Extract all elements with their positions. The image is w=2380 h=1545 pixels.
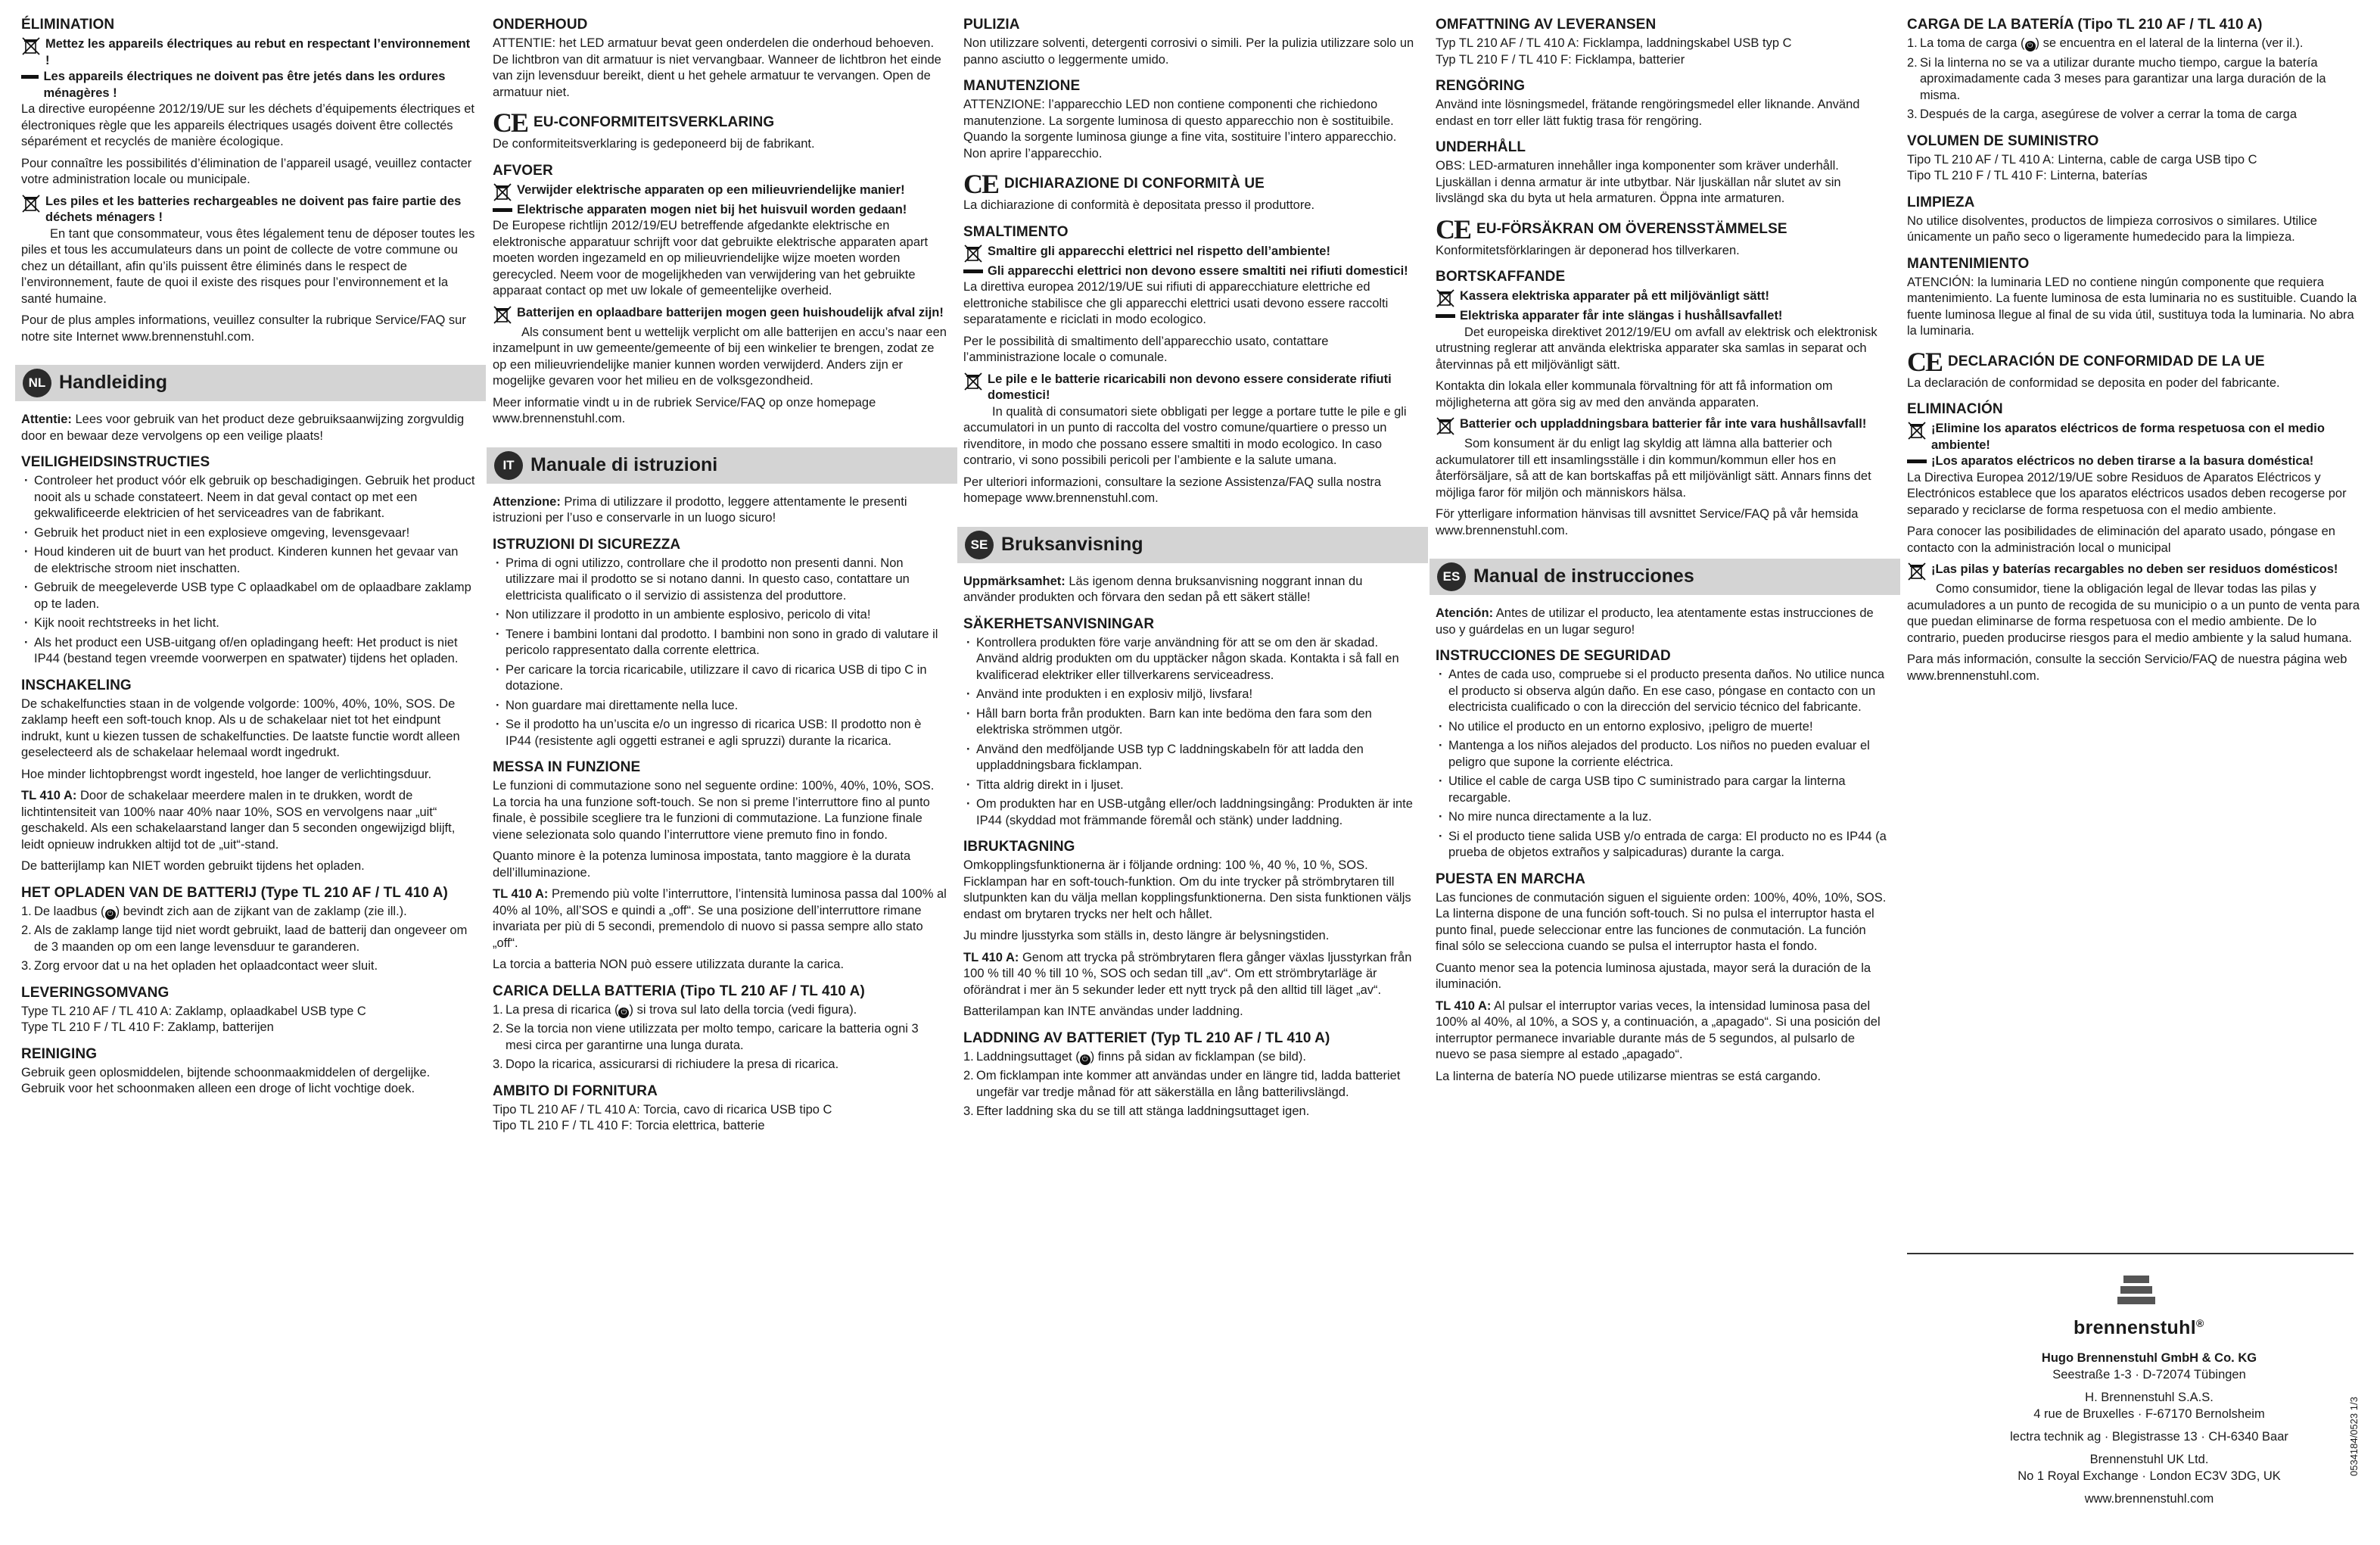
it-charging-list xyxy=(493,1002,947,1073)
es-safety-heading: INSTRUCCIONES DE SEGURIDAD xyxy=(1436,648,1671,664)
crossed-bin-icon xyxy=(493,182,512,202)
nl-switch-on-text-2: Hoe minder lichtopbrengst wordt ingesteld, hoe langer de verlichtingsduur. xyxy=(21,767,432,781)
it-more-info: Per ulteriori informazioni, consultare la sezione Assistenza/FAQ sulla nostra homepage www.brennenstuhl.com. xyxy=(963,475,1382,505)
it-switch-on-heading: MESSA IN FUNZIONE xyxy=(493,759,641,775)
list-item: · Titta aldrig direkt in i ljuset. xyxy=(963,777,1417,794)
it-ce-row xyxy=(963,169,1417,199)
nl-cleaning-text: Gebruik geen oplosmiddelen, bijtende schoonmaakmiddelen of dergelijke. Gebruik voor het schoonmaken alleen een droge of licht vochtige doek. xyxy=(21,1065,431,1095)
list-item: · Als het product een USB-uitgang of/en opladingang heeft: Het product is niet IP44 (bestand tegen vreemde voorwerpen en spatwater) tijdens het opladen. xyxy=(21,635,475,668)
es-more-info: Para más información, consulte la sección Servicio/FAQ de nuestra página web www.brennenstuhl.com. xyxy=(1907,653,2347,683)
se-ce-heading: EU-FÖRSÄKRAN OM ÖVERENSSTÄMMELSE xyxy=(1476,220,1787,237)
es-scope-heading: VOLUMEN DE SUMINISTRO xyxy=(1907,132,2099,149)
list-item: · Använd den medföljande USB typ C laddningskabeln för att ladda den uppladdningsbara ficklampan. xyxy=(963,742,1417,774)
it-disposal-heading: SMALTIMENTO xyxy=(963,223,1069,240)
nl-section-header xyxy=(15,365,486,401)
it-scope-text: Tipo TL 210 AF / TL 410 A: Torcia, cavo di ricarica USB tipo C Tipo TL 210 F / TL 410 F: Torcia elettrica, batterie xyxy=(493,1102,832,1132)
power-icon: ⏻ xyxy=(618,1008,629,1018)
list-item: 2. Om ficklampan inte kommer att användas under en längre tid, ladda batteriet ungefär var tredje månad för att säkerställa en lång batterilivslängd. xyxy=(963,1069,1401,1099)
fr-battery-text: En tant que consommateur, vous êtes légalement tenu de déposer toutes les piles et tous les accumulateurs dans un point de collecte de votre commune ou chez un détaillant, afin qu’ils puissent être éliminés dans le respect de l’environnement, faute de quoi il existe des risques pour l’environnement et la santé humaine. xyxy=(21,226,475,306)
nl-safety-heading: VEILIGHEIDSINSTRUCTIES xyxy=(21,454,210,470)
se-switch-on-heading: IBRUKTAGNING xyxy=(963,839,1075,855)
it-charging-heading: CARICA DELLA BATTERIA (Tipo TL 210 AF / TL 410 A) xyxy=(493,983,865,999)
es-switch-on-text-4: La linterna de batería NO puede utilizarse mientras se está cargando. xyxy=(1436,1069,1822,1083)
es-scope-text: Tipo TL 210 AF / TL 410 A: Linterna, cable de carga USB tipo C Tipo TL 210 F / TL 410 F: Linterna, baterías xyxy=(1907,152,2257,182)
ce-mark-icon: CE xyxy=(963,169,999,199)
bar-icon xyxy=(1436,314,1455,318)
fr-disposal-heading: ÉLIMINATION xyxy=(21,17,115,33)
crossed-bin-icon xyxy=(21,194,41,213)
nl-weee-warning-1: Verwijder elektrische apparaten op een milieuvriendelijke manier! xyxy=(517,182,905,197)
nl-charging-list xyxy=(21,904,475,975)
se-scope-heading: OMFATTNING AV LEVERANSEN xyxy=(1436,17,1657,33)
bar-icon xyxy=(493,208,512,212)
es-charging-heading: CARGA DE LA BATERÍA (Tipo TL 210 AF / TL 410 A) xyxy=(1907,17,2263,33)
fr-weee-warning-1: Mettez les appareils électriques au rebut en respectant l’environnement ! xyxy=(45,37,471,67)
nl-attention: Attentie: Lees voor gebruik van het product deze gebruiksaanwijzing zorgvuldig door en bewaar deze vervolgens op een veilige plaats! xyxy=(21,413,465,443)
list-item: · Tenere i bambini lontani dal prodotto. I bambini non sono in grado di valutare il pericolo rappresentato dalla corrente elettrica. xyxy=(493,627,947,659)
se-ce-text: Konformitetsförklaringen är deponerad hos tillverkaren. xyxy=(1436,243,1740,257)
crossed-bin-icon xyxy=(963,244,983,263)
list-item: 2. Se la torcia non viene utilizzata per molto tempo, caricare la batteria ogni 3 mesi circa per garantirne una lunga durata. xyxy=(493,1022,919,1052)
fr-weee-warning-2: Les appareils électriques ne doivent pas être jetés dans les ordures ménagères ! xyxy=(43,70,446,100)
fr-battery-warning xyxy=(21,194,475,226)
fr-battery-warning-text: Les piles et les batteries rechargeables ne doivent pas faire partie des déchets ménagers ! xyxy=(45,194,462,224)
it-weee-warning-2-row xyxy=(963,263,1417,280)
es-disposal-text-2: Para conocer las posibilidades de eliminación del aparato usado, póngase en contacto con la administración local o municipal xyxy=(1907,525,2335,555)
nl-weee-warning-2-row xyxy=(493,202,947,219)
address-uk: Brennenstuhl UK Ltd. No 1 Royal Exchange · London EC3V 3DG, UK xyxy=(2018,1453,2281,1483)
es-switch-on-text-1: Las funciones de conmutación siguen el siguiente orden: 100%, 40%, 10%, SOS. La linterna dispone de una función soft-touch. Si no pulsa el interruptor hasta el punto final, puede seleccionar entre las funciones de conmutación. La función final sólo se selecciona cuando se pulsa el interruptor hasta el fondo. xyxy=(1436,890,1887,953)
list-item: · No mire nunca directamente a la luz. xyxy=(1436,809,1890,826)
se-disposal-heading: BORTSKAFFANDE xyxy=(1436,269,1566,285)
nl-maintenance-text: ATTENTIE: het LED armatuur bevat geen onderdelen die onderhoud behoeven. De lichtbron van dit armatuur is niet vervangbaar. Wanneer de lichtbron het einde van zijn levensduur bereikt, dient u het gehele armatuur te vervangen. Open de armatuur niet. xyxy=(493,36,941,99)
nl-language-badge: NL xyxy=(23,369,51,397)
se-weee-warning-1: Kassera elektriska apparater på ett miljövänligt sätt! xyxy=(1460,289,1770,303)
company-footer xyxy=(1907,1253,2361,1513)
it-disposal-text-2: Per le possibilità di smaltimento dell’apparecchio usato, contattare l’amministrazione locale o comunale. xyxy=(963,334,1329,364)
list-item: · Non guardare mai direttamente nella luce. xyxy=(493,698,947,715)
address-france: H. Brennenstuhl S.A.S. 4 rue de Bruxelles · F-67170 Bernolsheim xyxy=(2033,1391,2265,1421)
list-item: 3. Después de la carga, asegúrese de volver a cerrar la toma de carga xyxy=(1907,107,2298,121)
it-section-header xyxy=(487,447,957,484)
nl-charging-heading: HET OPLADEN VAN DE BATTERIJ (Type TL 210 AF / TL 410 A) xyxy=(21,884,448,901)
it-attention: Attenzione: Prima di utilizzare il prodotto, leggere attentamente le presenti istruzioni per l’uso e conservarle in un luogo sicuro! xyxy=(493,494,907,525)
it-section-title: Manuale di istruzioni xyxy=(530,453,718,475)
nl-battery-warning xyxy=(493,305,947,325)
list-item: · Gebruik de meegeleverde USB type C oplaadkabel om de oplaadbare zaklamp op te laden. xyxy=(21,580,475,612)
list-item: 3. Zorg ervoor dat u na het opladen het oplaadcontact weer sluit. xyxy=(21,959,378,973)
se-weee-warning-2: Elektriska apparater får inte slängas i hushållsavfallet! xyxy=(1460,309,1783,322)
es-weee-warning-2: ¡Los aparatos eléctricos no deben tirarse a la basura doméstica! xyxy=(1931,454,2314,468)
nl-scope-heading: LEVERINGSOMVANG xyxy=(21,984,170,1001)
nl-battery-warning-text: Batterijen en oplaadbare batterijen mogen geen huishoudelijk afval zijn! xyxy=(517,305,944,319)
it-weee-warning xyxy=(963,244,1417,263)
nl-disposal-text-1: De Europese richtlijn 2012/19/EU betreffende afgedankte elektrische en elektronische apparatuur schrijft voor dat gebruikte elektrische apparaten apart moeten worden ingezameld en op milieuvriendelijke wijze moeten worden gerecycled. Neem voor de mogelijkheden van verwijdering van het gebruikte apparaat contact op met uw lokale of gemeentelijke overheid. xyxy=(493,219,929,297)
list-item: · No utilice el producto en un entorno explosivo, ¡peligro de muerte! xyxy=(1436,719,1890,736)
se-switch-on-text-2: Ju mindre ljusstyrka som ställs in, desto längre är belysningstiden. xyxy=(963,929,1330,942)
list-item: · Se il prodotto ha un’uscita e/o un ingresso di ricarica USB: Il prodotto non è IP44 (resistente agli oggetti estranei e agli spruzzi) durante la ricarica. xyxy=(493,717,947,749)
se-cleaning-heading: RENGÖRING xyxy=(1436,78,1526,94)
es-disposal-heading: ELIMINACIÓN xyxy=(1907,401,2003,417)
bar-icon xyxy=(963,269,983,273)
es-cleaning-heading: LIMPIEZA xyxy=(1907,194,1975,210)
nl-ce-heading: EU-CONFORMITEITSVERKLARING xyxy=(534,114,775,130)
it-battery-text: In qualità di consumatori siete obbligati per legge a portare tutte le pile e gli accumulatori in un punto di raccolta del vostro comune/quartiere o presso un rivenditore, in modo che possano essere smaltiti in modo ecologico. In caso contrario, vi sono possibili pericoli per l’ambiente e la salute umana. xyxy=(963,404,1407,467)
es-weee-warning-1: ¡Elimine los aparatos eléctricos de forma respetuosa con el medio ambiente! xyxy=(1931,422,2325,452)
company-name: Hugo Brennenstuhl GmbH & Co. KG Seestraße 1-3 · D-72074 Tübingen xyxy=(2041,1351,2257,1381)
es-safety-list xyxy=(1436,667,1890,861)
list-item: 1. De laadbus ( ⏻ ) bevindt zich aan de zijkant van de zaklamp (zie ill.). xyxy=(21,904,407,918)
it-maintenance-text: ATTENZIONE: l’apparecchio LED non contiene componenti che richiedono manutenzione. La sorgente luminosa di questo apparecchio non è sostituibile. Quando la sorgente luminosa giunge a fine vita, sostituire l’intero apparecchio. Non aprire l’apparecchio. xyxy=(963,98,1397,160)
fr-disposal-text-2: Pour connaître les possibilités d’élimination de l’appareil usagé, veuillez contacter votre administration locale ou municipale. xyxy=(21,156,472,186)
list-item: · Non utilizzare il prodotto in un ambiente esplosivo, pericolo di vita! xyxy=(493,607,947,624)
it-scope-heading: AMBITO DI FORNITURA xyxy=(493,1082,658,1099)
list-item: · Si el producto tiene salida USB y/o entrada de carga: El producto no es IP44 (a prueba de objetos extraños y salpicaduras) durante la carga. xyxy=(1436,829,1890,861)
ce-mark-icon: CE xyxy=(1436,213,1471,245)
es-section-header xyxy=(1430,559,1900,595)
brennenstuhl-logo xyxy=(2074,1274,2204,1339)
list-item: 3. Efter laddning ska du se till att stänga laddningsuttaget igen. xyxy=(963,1104,1310,1118)
address-switzerland: lectra technik ag · Blegistrasse 13 · CH-6340 Baar xyxy=(2010,1430,2288,1444)
crossed-bin-icon xyxy=(21,36,41,56)
crossed-bin-icon xyxy=(1436,288,1455,308)
nl-ce-row xyxy=(493,107,947,138)
se-battery-text: Som konsument är du enligt lag skyldig att lämna alla batterier och ackumulatorer till ett insamlingsställe i din kommun/kommun eller hos en återförsäljare, så att de kan bortskaffas på ett miljövänligt sätt. Annars finns det möjliga faror för miljön och människors hälsa. xyxy=(1436,437,1871,500)
se-section-title: Bruksanvisning xyxy=(1001,533,1143,555)
se-safety-list xyxy=(963,635,1417,830)
column-3 xyxy=(963,17,1417,1126)
se-maintenance-heading: UNDERHÅLL xyxy=(1436,139,1526,155)
nl-section-title: Handleiding xyxy=(59,372,168,394)
crossed-bin-icon xyxy=(1907,562,1927,581)
bar-icon xyxy=(1907,459,1927,463)
crossed-bin-icon xyxy=(493,305,512,325)
crossed-bin-icon xyxy=(1907,421,1927,441)
se-switch-on-text-3: TL 410 A: Genom att trycka på strömbrytaren flera gånger växlas ljusstyrkan från 100 % till 40 % till 10 %, SOS och sedan till „av“. Om ett strömbrytarläge är oförändrat i mer än 5 sekunder leder ett nytt tryck på den alltid till läget „av“. xyxy=(963,950,1412,997)
nl-safety-list xyxy=(21,473,475,668)
se-section-header xyxy=(957,527,1428,563)
list-item: · Använd inte produkten i en explosiv miljö, livsfara! xyxy=(963,687,1417,703)
list-item: · Mantenga a los niños alejados del producto. Los niños no pueden evaluar el peligro que supone la corriente eléctrica. xyxy=(1436,738,1890,771)
it-switch-on-text-3: TL 410 A: Premendo più volte l’interruttore, l’intensità luminosa passa dal 100% al 40% al 10%, all’SOS e quindi a „off“. Se una posizione dell’interruttore rimane invariata per più di 5 secondi, premendolo di nuovo si passa sempre allo stato „off“. xyxy=(493,887,947,950)
es-weee-warning xyxy=(1907,421,2361,453)
se-scope-text: Typ TL 210 AF / TL 410 A: Ficklampa, laddningskabel USB typ C Typ TL 210 F / TL 410 F: Ficklampa, batterier xyxy=(1436,36,1792,67)
it-battery-warning xyxy=(963,372,1417,404)
nl-switch-on-text-4: De batterijlamp kan NIET worden gebruikt tijdens het opladen. xyxy=(21,859,365,873)
se-battery-warning-text: Batterier och uppladdningsbara batterier får inte vara hushållsavfall! xyxy=(1460,417,1867,431)
power-icon: ⏻ xyxy=(105,909,116,920)
es-attention: Atención: Antes de utilizar el producto, lea atentamente estas instrucciones de uso y guárdelas en un lugar seguro! xyxy=(1436,606,1874,637)
se-ce-row xyxy=(1436,213,1890,245)
column-1 xyxy=(21,17,475,1103)
ce-mark-icon: CE xyxy=(1907,346,1943,377)
nl-maintenance-heading: ONDERHOUD xyxy=(493,17,588,33)
it-switch-on-text-1: Le funzioni di commutazione sono nel seguente ordine: 100%, 40%, 10%, SOS. La torcia ha una funzione soft-touch. Se non si preme l’interruttore fino al punto finale, è possibile scegliere tra le funzioni di commutazione. La funzione finale viene selezionata solo quando l’interruttore viene premuto fino in fondo. xyxy=(493,779,935,842)
se-charging-list xyxy=(963,1049,1417,1120)
fr-more-info: Pour de plus amples informations, veuillez consulter la rubrique Service/FAQ sur notre site Internet www.brennenstuhl.com. xyxy=(21,313,466,344)
es-maintenance-heading: MANTENIMIENTO xyxy=(1907,255,2030,272)
nl-cleaning-heading: REINIGING xyxy=(21,1045,98,1062)
nl-weee-warning-2: Elektrische apparaten mogen niet bij het huisvuil worden gedaan! xyxy=(517,202,907,216)
es-language-badge: ES xyxy=(1437,562,1466,591)
it-weee-warning-1: Smaltire gli apparecchi elettrici nel rispetto dell’ambiente! xyxy=(988,244,1330,258)
nl-switch-on-heading: INSCHAKELING xyxy=(21,677,132,693)
fr-weee-warning-2-row xyxy=(21,69,475,101)
list-item: · Utilice el cable de carga USB tipo C suministrado para cargar la linterna recargable. xyxy=(1436,774,1890,806)
se-weee-warning-2-row xyxy=(1436,308,1890,325)
se-maintenance-text: OBS: LED-armaturen innehåller inga komponenter som kräver underhåll. Ljuskällan i denna armatur är inte utbytbar. När ljuskällan når slutet av sin livslängd ska du byta ut hela armaturen. Öppna inte armaturen. xyxy=(1436,159,1841,205)
it-battery-warning-text: Le pile e le batterie ricaricabili non devono essere considerate rifiuti domestici! xyxy=(988,372,1392,402)
se-disposal-text-2: Kontakta din lokala eller kommunala förvaltning för att få information om möjligheterna att göra sig av med den använda apparaten. xyxy=(1436,379,1833,410)
nl-switch-on-text-1: De schakelfuncties staan in de volgende volgorde: 100%, 40%, 10%, SOS. De zaklamp heeft een soft-touch knop. Als u de schakelaar niet tot het eindpunt indrukt, kunt u kiezen tussen de schakelfuncties. De laatste functie wordt alleen geselecteerd als de schakelaar helemaal wordt ingedrukt. xyxy=(21,696,460,759)
nl-battery-text: Als consument bent u wettelijk verplicht om alle batterijen en accu’s naar een inzamelpunt in uw gemeente/gemeente of bij een winkelier te brengen, zodat ze op een milieuvriendelijke manier kunnen worden verwijderd. Anders zijn er mogelijke gevaren voor het milieu en de volksgezondheid. xyxy=(493,325,947,388)
se-switch-on-text-1: Omkopplingsfunktionerna är i följande ordning: 100 %, 40 %, 10 %, SOS. Ficklampan har en soft-touch-funktion. Om du inte trycker på strömbrytaren till slutpunkten kan du välja mellan kopplingsfunktionerna. Den sista funktionen väljs endast om brytaren trycks ner helt och hållet. xyxy=(963,858,1411,921)
es-weee-warning-2-row xyxy=(1907,453,2361,470)
list-item: 1. Laddningsuttaget ( ⏻ ) finns på sidan av ficklampan (se bild). xyxy=(963,1049,1306,1064)
es-section-title: Manual de instrucciones xyxy=(1473,565,1694,587)
brand-wordmark: brennenstuhl® xyxy=(2074,1317,2204,1338)
se-disposal-text-1: Det europeiska direktivet 2012/19/EU om avfall av elektrisk och elektronisk utrustning reglerar att använda elektriska apparater ska samlas in separat och återvinnas på ett miljövänligt sätt. xyxy=(1436,325,1878,372)
company-website: www.brennenstuhl.com xyxy=(2084,1492,2214,1506)
es-maintenance-text: ATENCIÓN: la luminaria LED no contiene ningún componente que requiera mantenimiento. La fuente luminosa de esta luminaria no es sustituible. Cuando la fuente luminosa llegue al final de su vida útil, sustituya toda la luminaria. No abra la luminaria. xyxy=(1907,275,2357,338)
fr-weee-warning xyxy=(21,36,475,69)
list-item: · Kijk nooit rechtstreeks in het licht. xyxy=(21,615,475,632)
es-ce-text: La declaración de conformidad se deposita en poder del fabricante. xyxy=(1907,375,2280,390)
es-cleaning-text: No utilice disolventes, productos de limpieza corrosivos o similares. Utilice únicamente un paño seco o ligeramente humedecido para la limpieza. xyxy=(1907,213,2317,244)
crossed-bin-icon xyxy=(963,372,983,391)
crossed-bin-icon xyxy=(1436,416,1455,436)
list-item: · Antes de cada uso, compruebe si el producto presenta daños. No utilice nunca el producto si observa algún daño. En ese caso, póngase en contacto con un electricista cualificado o con la dirección del servicio técnico del fabricante. xyxy=(1436,667,1890,716)
list-item: 1. La presa di ricarica ( ⏻ ) si trova sul lato della torcia (vedi figura). xyxy=(493,1002,857,1017)
column-4 xyxy=(1436,17,1890,1090)
list-item: · Kontrollera produkten före varje användning för att se om den är skadad. Använd aldrig produkten om du upptäcker någon skada. Kontakta i så fall en kvalificerad elektriker eller tillverkarens serviceadress. xyxy=(963,635,1417,684)
es-ce-heading: DECLARACIÓN DE CONFORMIDAD DE LA UE xyxy=(1948,353,2265,369)
power-icon: ⏻ xyxy=(2025,41,2036,51)
nl-scope-text: Type TL 210 AF / TL 410 A: Zaklamp, oplaadkabel USB type C Type TL 210 F / TL 410 F: Zaklamp, batterijen xyxy=(21,1004,366,1034)
se-attention: Uppmärksamhet: Läs igenom denna bruksanvisning noggrant innan du använder produkten och förvara den sedan på ett säkert ställe! xyxy=(963,574,1363,604)
column-2 xyxy=(493,17,947,1140)
ce-mark-icon: CE xyxy=(493,107,528,138)
bar-icon xyxy=(21,75,39,79)
se-weee-warning xyxy=(1436,288,1890,308)
document-code: 0534184/0523 1/3 xyxy=(2348,1397,2360,1476)
es-switch-on-heading: PUESTA EN MARCHA xyxy=(1436,871,1585,887)
list-item: · Håll barn borta från produkten. Barn kan inte bedöma den fara som den elektriska strömmen utgör. xyxy=(963,706,1417,739)
nl-more-info: Meer informatie vindt u in de rubriek Service/FAQ op onze homepage www.brennenstuhl.com. xyxy=(493,395,876,425)
it-maintenance-heading: MANUTENZIONE xyxy=(963,78,1081,94)
nl-weee-warning xyxy=(493,182,947,202)
it-weee-warning-2: Gli apparecchi elettrici non devono essere smaltiti nei rifiuti domestici! xyxy=(988,263,1408,278)
it-cleaning-heading: PULIZIA xyxy=(963,17,1020,33)
it-cleaning-text: Non utilizzare solventi, detergenti corrosivi o simili. Per la pulizia utilizzare solo un panno asciutto o leggermente umido. xyxy=(963,36,1414,67)
list-item: 2. Si la linterna no se va a utilizar durante mucho tiempo, cargue la batería aproximadamente cada 3 meses para garantizar una larga duración de la misma. xyxy=(1907,55,2326,102)
it-switch-on-text-4: La torcia a batteria NON può essere utilizzata durante la carica. xyxy=(493,958,845,971)
es-battery-warning xyxy=(1907,562,2361,581)
nl-ce-text: De conformiteitsverklaring is gedeponeerd bij de fabrikant. xyxy=(493,137,815,151)
se-battery-warning xyxy=(1436,416,1890,436)
se-charging-heading: LADDNING AV BATTERIET (Typ TL 210 AF / TL 410 A) xyxy=(963,1029,1330,1046)
nl-disposal-heading: AFVOER xyxy=(493,162,553,179)
es-switch-on-text-3: TL 410 A: Al pulsar el interruptor varias veces, la intensidad luminosa pasa del 100% al 40%, al 10%, a SOS y, a continuación, a „apagado“. Si una posición del interruptor permanece invariable durante más de 5 segundos, al pulsarlo de nuevo se pasa siempre al estado „apagado“. xyxy=(1436,998,1881,1061)
list-item: · Per caricare la torcia ricaricabile, utilizzare il cavo di ricarica USB di tipo C in dotazione. xyxy=(493,662,947,695)
it-safety-list xyxy=(493,556,947,750)
it-switch-on-text-2: Quanto minore è la potenza luminosa impostata, tanto maggiore è la durata dell’illuminazione. xyxy=(493,849,911,880)
se-more-info: För ytterligare information hänvisas till avsnittet Service/FAQ på vår hemsida www.brennenstuhl.com. xyxy=(1436,507,1859,537)
column-5 xyxy=(1907,17,2361,690)
se-language-badge: SE xyxy=(965,531,994,559)
es-disposal-text-1: La Directiva Europea 2012/19/UE sobre Residuos de Aparatos Eléctricos y Electrónicos establece que los aparatos eléctricos usados deben recogerse por separado y reciclarse de forma respetuosa con el medio ambiente. xyxy=(1907,470,2347,517)
list-item: · Controleer het product vóór elk gebruik op beschadigingen. Gebruik het product nooit als u schade constateert. Neem in dat geval contact op met een gekwalificeerde elektricien of het serviceadres van de fabrikant. xyxy=(21,473,475,522)
fr-disposal-text-1: La directive européenne 2012/19/UE sur les déchets d’équipements électriques et électroniques règle que les appareils électriques usagés doivent être collectés séparément et recyclés de manière écologique. xyxy=(21,102,474,148)
nl-switch-on-text-3: TL 410 A: Door de schakelaar meerdere malen in te drukken, wordt de lichtintensiteit van 100% naar 40% naar 10%, SOS en vervolgens naar „uit“ geschakeld. Als een schakelaarstand langer dan 5 seconden ongewijzigd blijft, leidt opnieuw indrukken altijd tot de „uit“-stand. xyxy=(21,789,456,852)
footer-divider xyxy=(1907,1253,2354,1254)
list-item: 1. La toma de carga ( ⏻ ) se encuentra en el lateral de la linterna (ver il.). xyxy=(1907,36,2304,50)
it-ce-text: La dichiarazione di conformità è depositata presso il produttore. xyxy=(963,198,1315,212)
es-charging-list xyxy=(1907,36,2361,123)
se-switch-on-text-4: Batterilampan kan INTE användas under laddning. xyxy=(963,1005,1243,1018)
list-item: · Gebruik het product niet in een explosieve omgeving, levensgevaar! xyxy=(21,525,475,542)
company-addresses xyxy=(1937,1350,2361,1507)
se-safety-heading: SÄKERHETSANVISNINGAR xyxy=(963,615,1155,632)
list-item: · Houd kinderen uit de buurt van het product. Kinderen kunnen het gevaar van de elektrische stroom niet inschatten. xyxy=(21,544,475,577)
it-language-badge: IT xyxy=(494,451,523,480)
es-ce-row xyxy=(1907,346,2361,377)
es-battery-warning-text: ¡Las pilas y baterías recargables no deben ser residuos domésticos! xyxy=(1931,562,2338,576)
es-battery-text: Como consumidor, tiene la obligación legal de llevar todas las pilas y acumuladores a un punto de recogida de su municipio o a un punto de venta para que puedan eliminarse de forma respetuosa con el medio ambiente. De lo contrario, pueden producirse riesgos para el medio ambiente y la salud humana. xyxy=(1907,582,2360,645)
es-switch-on-text-2: Cuanto menor sea la potencia luminosa ajustada, mayor será la duración de la iluminación. xyxy=(1436,961,1871,991)
list-item: 2. Als de zaklamp lange tijd niet wordt gebruikt, laad de batterij dan ongeveer om de 3 maanden op om een lange levensduur te garanderen. xyxy=(21,924,468,954)
power-icon: ⏻ xyxy=(1080,1054,1090,1065)
it-disposal-text-1: La direttiva europea 2012/19/UE sui rifiuti di apparecchiature elettriche ed elettroniche stabilisce che gli apparecchi elettrici usati devono essere raccolti separatamente e riciclati in modo ecologico. xyxy=(963,280,1389,326)
list-item: · Om produkten har en USB-utgång eller/och laddningsingång: Produkten är inte IP44 (skyddad mot främmande föremål och stänk) under laddning. xyxy=(963,796,1417,829)
list-item: 3. Dopo la ricarica, assicurarsi di richiudere la presa di ricarica. xyxy=(493,1058,839,1071)
se-cleaning-text: Använd inte lösningsmedel, frätande rengöringsmedel eller liknande. Använd endast en torr eller lätt fuktig trasa för rengöring. xyxy=(1436,98,1860,128)
it-ce-heading: DICHIARAZIONE DI CONFORMITÀ UE xyxy=(1004,176,1265,192)
it-safety-heading: ISTRUZIONI DI SICUREZZA xyxy=(493,536,681,553)
list-item: · Prima di ogni utilizzo, controllare che il prodotto non presenti danni. Non utilizzare mai il prodotto se si notano danni. In questo caso, contattare un elettricista qualificato o il servizio di assistenza del produttore. xyxy=(493,556,947,605)
